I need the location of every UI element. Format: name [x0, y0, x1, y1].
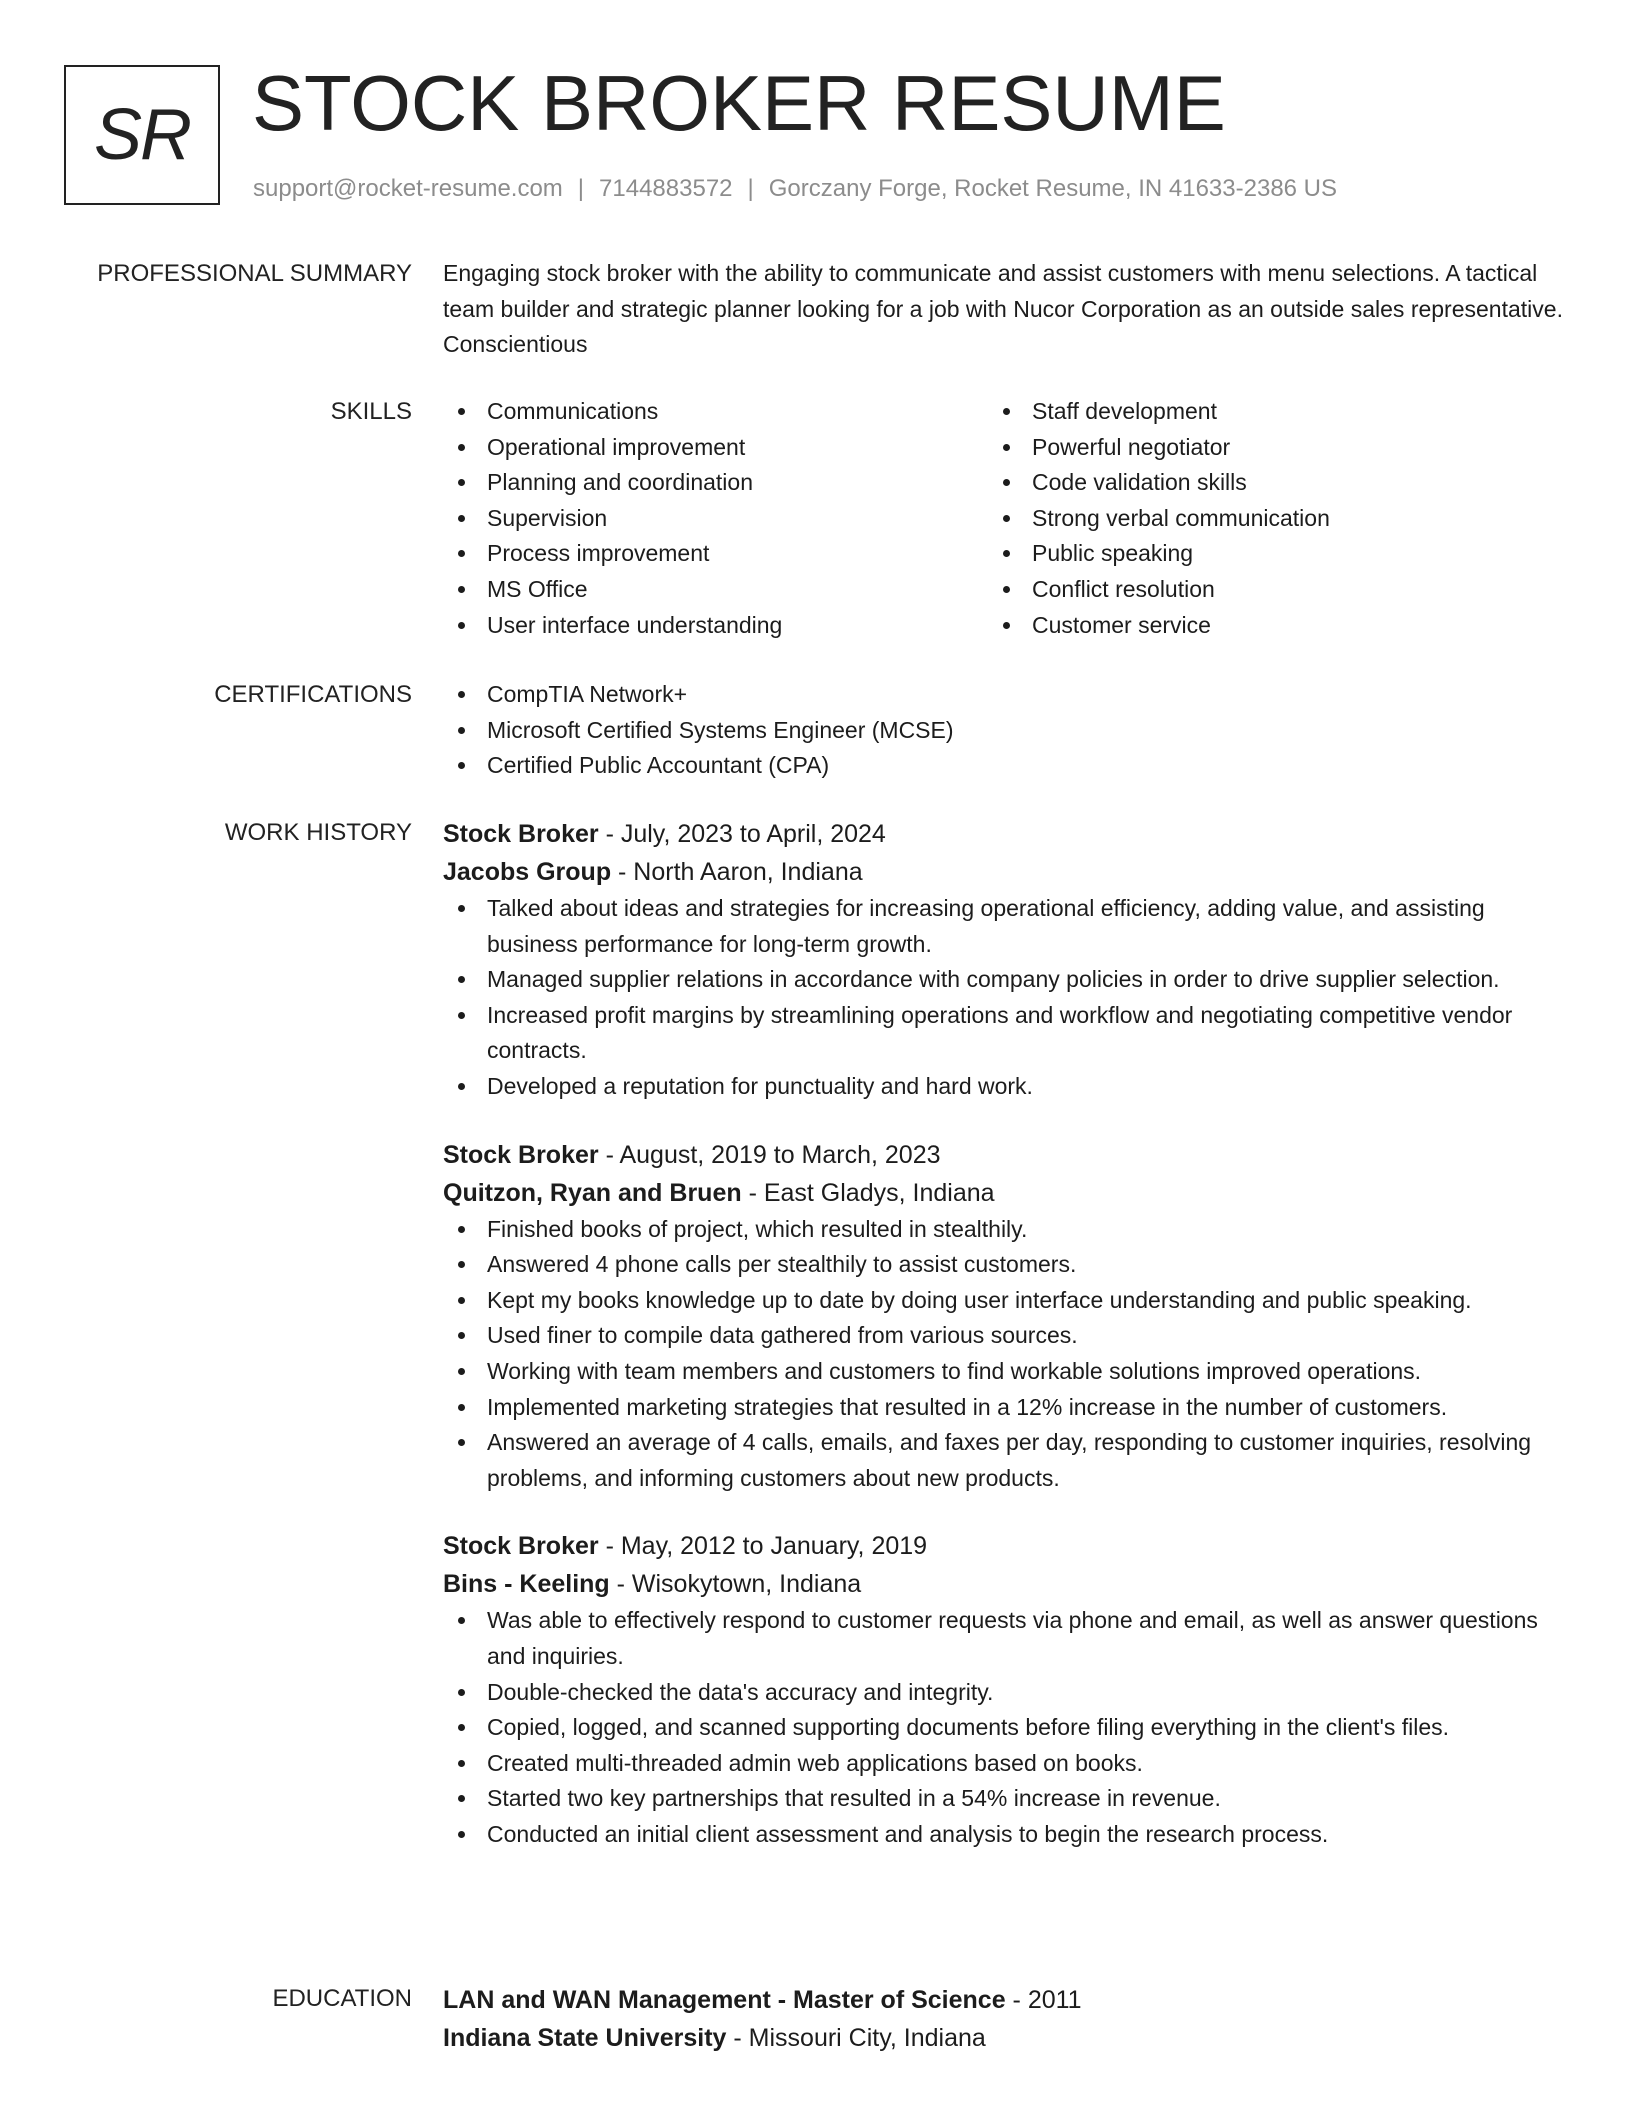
summary-body — [443, 256, 1563, 363]
job-duty: Finished books of project, which resulted in stealthily. — [443, 1212, 1563, 1248]
job-location: - North Aaron, Indiana — [611, 858, 863, 886]
skill-item: Supervision — [443, 501, 988, 537]
job-role: Stock Broker — [443, 1140, 599, 1169]
initials-monogram: SR — [64, 65, 220, 205]
skills-heading: SKILLS — [330, 398, 412, 425]
certification-item: Certified Public Accountant (CPA) — [443, 748, 1563, 784]
certifications-list — [443, 677, 1563, 784]
job-company: Bins - Keeling — [443, 1570, 610, 1599]
job-duty: Used finer to compile data gathered from various sources. — [443, 1318, 1563, 1354]
skill-item: Public speaking — [988, 536, 1533, 572]
skill-item: Conflict resolution — [988, 572, 1533, 608]
job-duties-list — [443, 1212, 1563, 1497]
skill-item: MS Office — [443, 572, 988, 608]
job-duty: Was able to effectively respond to customer requests via phone and email, as well as answer questions and inquiries. — [443, 1603, 1563, 1674]
job-company: Jacobs Group — [443, 858, 612, 886]
job-duty: Created multi-threaded admin web applications based on books. — [443, 1746, 1563, 1782]
skill-item: User interface understanding — [443, 608, 988, 644]
education-heading: EDUCATION — [272, 1985, 412, 2012]
education-degree: LAN and WAN Management - Master of Science — [443, 1986, 1006, 2014]
skills-list-left — [443, 394, 988, 643]
summary-heading: PROFESSIONAL SUMMARY — [97, 260, 412, 287]
contact-separator: | — [577, 175, 585, 202]
job-company-line — [443, 1565, 1563, 1603]
job-duty: Implemented marketing strategies that resulted in a 12% increase in the number of customers. — [443, 1390, 1563, 1426]
certifications-body — [443, 677, 1563, 784]
job-entry — [443, 815, 1563, 1105]
work-history-body — [443, 815, 1563, 1852]
job-dates: - August, 2019 to March, 2023 — [598, 1140, 941, 1169]
skill-item: Customer service — [988, 608, 1533, 644]
skill-item: Communications — [443, 394, 988, 430]
certification-item: Microsoft Certified Systems Engineer (MCSE) — [443, 713, 1563, 749]
contact-line — [253, 172, 1337, 206]
job-entry — [443, 1527, 1563, 1852]
job-duty: Answered an average of 4 calls, emails, and faxes per day, responding to customer inquiries, resolving problems, and informing customers about new products. — [443, 1425, 1563, 1496]
job-title-line — [443, 1527, 1563, 1565]
education-location: - Missouri City, Indiana — [726, 2024, 986, 2052]
job-role: Stock Broker — [443, 1532, 599, 1561]
resume-title: STOCK BROKER RESUME — [252, 59, 1226, 147]
skill-item: Planning and coordination — [443, 465, 988, 501]
job-role: Stock Broker — [443, 820, 599, 848]
job-duty: Started two key partnerships that resulted in a 54% increase in revenue. — [443, 1781, 1563, 1817]
job-dates: - May, 2012 to January, 2019 — [598, 1532, 928, 1561]
job-duty: Working with team members and customers to find workable solutions improved operations. — [443, 1354, 1563, 1390]
job-dates: - July, 2023 to April, 2024 — [598, 820, 886, 848]
job-location: - Wisokytown, Indiana — [609, 1570, 862, 1599]
job-company-line — [443, 1174, 1563, 1212]
certifications-heading: CERTIFICATIONS — [214, 681, 412, 708]
job-company-line — [443, 853, 1563, 891]
skills-list-right — [988, 394, 1533, 643]
job-location: - East Gladys, Indiana — [741, 1178, 995, 1207]
skill-item: Operational improvement — [443, 430, 988, 466]
job-duty: Answered 4 phone calls per stealthily to assist customers. — [443, 1247, 1563, 1283]
skill-item: Code validation skills — [988, 465, 1533, 501]
skills-body — [443, 394, 1563, 643]
education-school-line — [443, 2019, 1563, 2057]
job-entry — [443, 1136, 1563, 1497]
skill-item: Powerful negotiator — [988, 430, 1533, 466]
work-history-heading: WORK HISTORY — [224, 819, 412, 846]
skill-item: Strong verbal communication — [988, 501, 1533, 537]
skill-item: Process improvement — [443, 536, 988, 572]
job-duty: Managed supplier relations in accordance with company policies in order to drive supplier selection. — [443, 962, 1563, 998]
job-duty: Talked about ideas and strategies for increasing operational efficiency, adding value, and assisting business performance for long-term growth. — [443, 891, 1563, 962]
education-year: - 2011 — [1005, 1986, 1082, 2014]
job-duty: Developed a reputation for punctuality and hard work. — [443, 1069, 1563, 1105]
job-title-line — [443, 815, 1563, 853]
job-duty: Kept my books knowledge up to date by doing user interface understanding and public speaking. — [443, 1283, 1563, 1319]
skill-item: Staff development — [988, 394, 1533, 430]
education-degree-line — [443, 1981, 1563, 2019]
job-duty: Double-checked the data's accuracy and integrity. — [443, 1675, 1563, 1711]
certification-item: CompTIA Network+ — [443, 677, 1563, 713]
contact-separator: | — [747, 175, 754, 202]
job-company: Quitzon, Ryan and Bruen — [443, 1178, 742, 1207]
job-duties-list — [443, 1603, 1563, 1852]
job-duties-list — [443, 891, 1563, 1105]
contact-email: support@rocket-resume.com — [253, 175, 563, 202]
education-school: Indiana State University — [443, 2024, 727, 2052]
education-body — [443, 1981, 1563, 2057]
job-title-line — [443, 1136, 1563, 1174]
contact-address: Gorczany Forge, Rocket Resume, IN 41633-2386 US — [768, 175, 1338, 202]
job-duty: Increased profit margins by streamlining operations and workflow and negotiating competitive vendor contracts. — [443, 998, 1563, 1069]
job-duty: Conducted an initial client assessment and analysis to begin the research process. — [443, 1817, 1563, 1853]
job-duty: Copied, logged, and scanned supporting documents before filing everything in the client's files. — [443, 1710, 1563, 1746]
contact-phone: 7144883572 — [599, 175, 733, 202]
summary-text: Engaging stock broker with the ability to communicate and assist customers with menu selections. A tactical team builder and strategic planner looking for a job with Nucor Corporation as an outside sales representative. Conscientious — [443, 260, 1563, 358]
